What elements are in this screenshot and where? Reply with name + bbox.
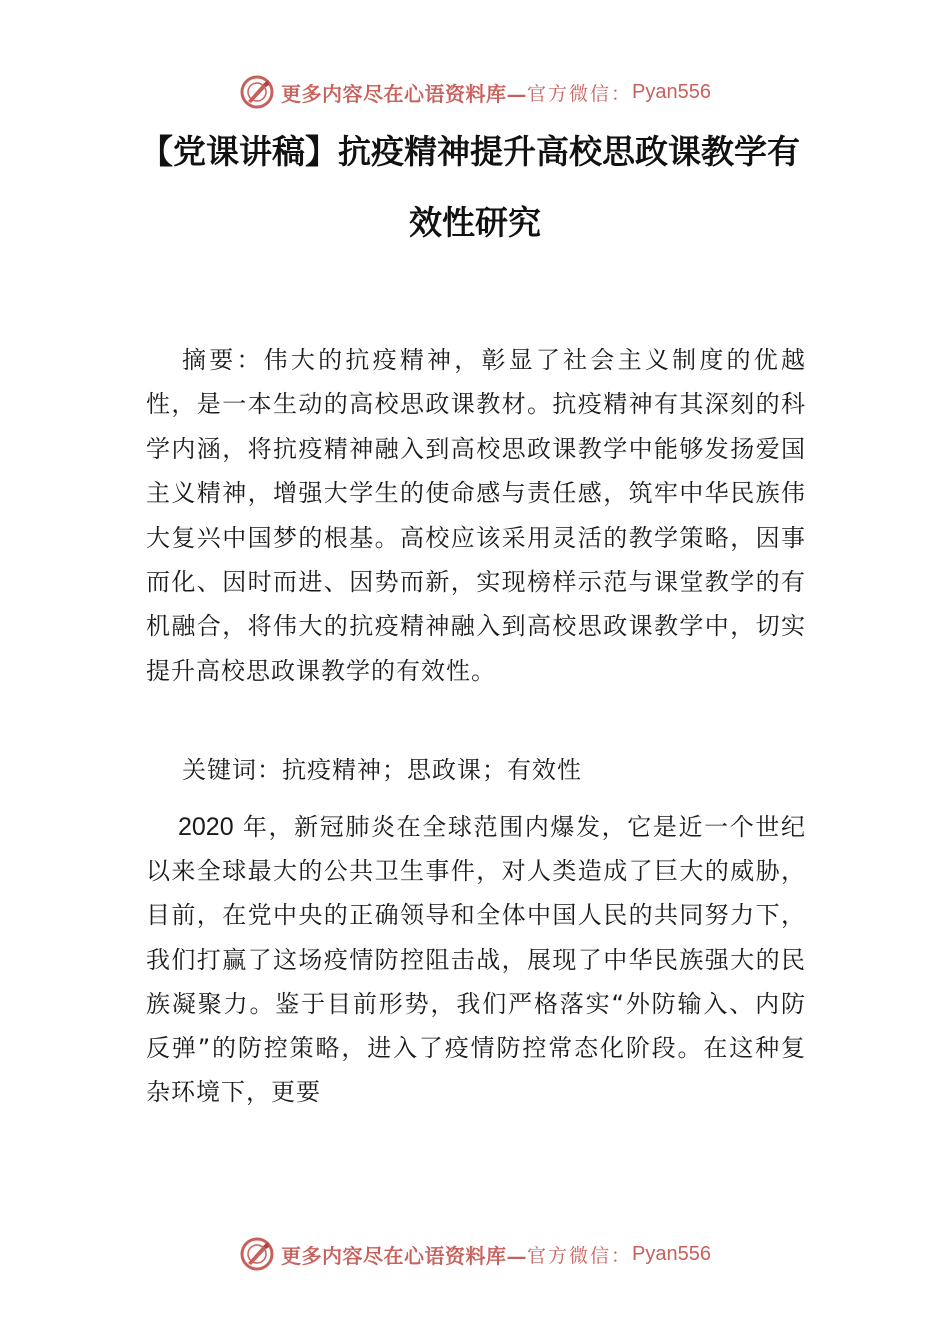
keywords-line: 关键词：抗疫精神；思政课；有效性 <box>182 756 582 784</box>
document-title-line2: 效性研究 <box>409 203 541 242</box>
header-wechat-id: Pyan556 <box>632 80 711 103</box>
intro-paragraph <box>146 805 806 1114</box>
brand-logo-icon <box>239 74 275 110</box>
footer-brand-text: 更多内容尽在心语资料库— <box>281 1243 527 1268</box>
footer-wechat-label: 官方微信： <box>527 1244 633 1267</box>
header-brand-text: 更多内容尽在心语资料库— <box>281 81 527 106</box>
header-wechat-label: 官方微信： <box>527 82 633 105</box>
header-banner <box>0 72 950 112</box>
footer-wechat-id: Pyan556 <box>632 1242 711 1265</box>
abstract-paragraph: 摘要：伟大的抗疫精神，彰显了社会主义制度的优越性，是一本生动的高校思政课教材。抗疫精神有其深刻的科学内涵，将抗疫精神融入到高校思政课教学中能够发扬爱国主义精神，增强大学生的使命感与责任感，筑牢中华民族伟大复兴中国梦的根基。高校应该采用灵活的教学策略，因事而化、因时而进、因势而新，实现榜样示范与课堂教学的有机融合，将伟大的抗疫精神融入到高校思政课教学中，切实提升高校思政课教学的有效性。 <box>146 346 806 685</box>
intro-text: 年，新冠肺炎在全球范围内爆发，它是近一个世纪以来全球最大的公共卫生事件，对人类造成了巨大的威胁，目前，在党中央的正确领导和全体中国人民的共同努力下，我们打赢了这场疫情防控阻击战，展现了中华民族强大的民族凝聚力。鉴于目前形势，我们严格落实“外防输入、内防反弹”的防控策略，进入了疫情防控常态化阶段。在这种复杂环境下，更要 <box>146 813 806 1107</box>
footer-banner <box>0 1234 950 1274</box>
brand-logo-icon <box>239 1236 275 1272</box>
document-title-line1: 【党课讲稿】抗疫精神提升高校思政课教学有 <box>140 132 800 171</box>
intro-year: 2020 <box>178 813 234 841</box>
